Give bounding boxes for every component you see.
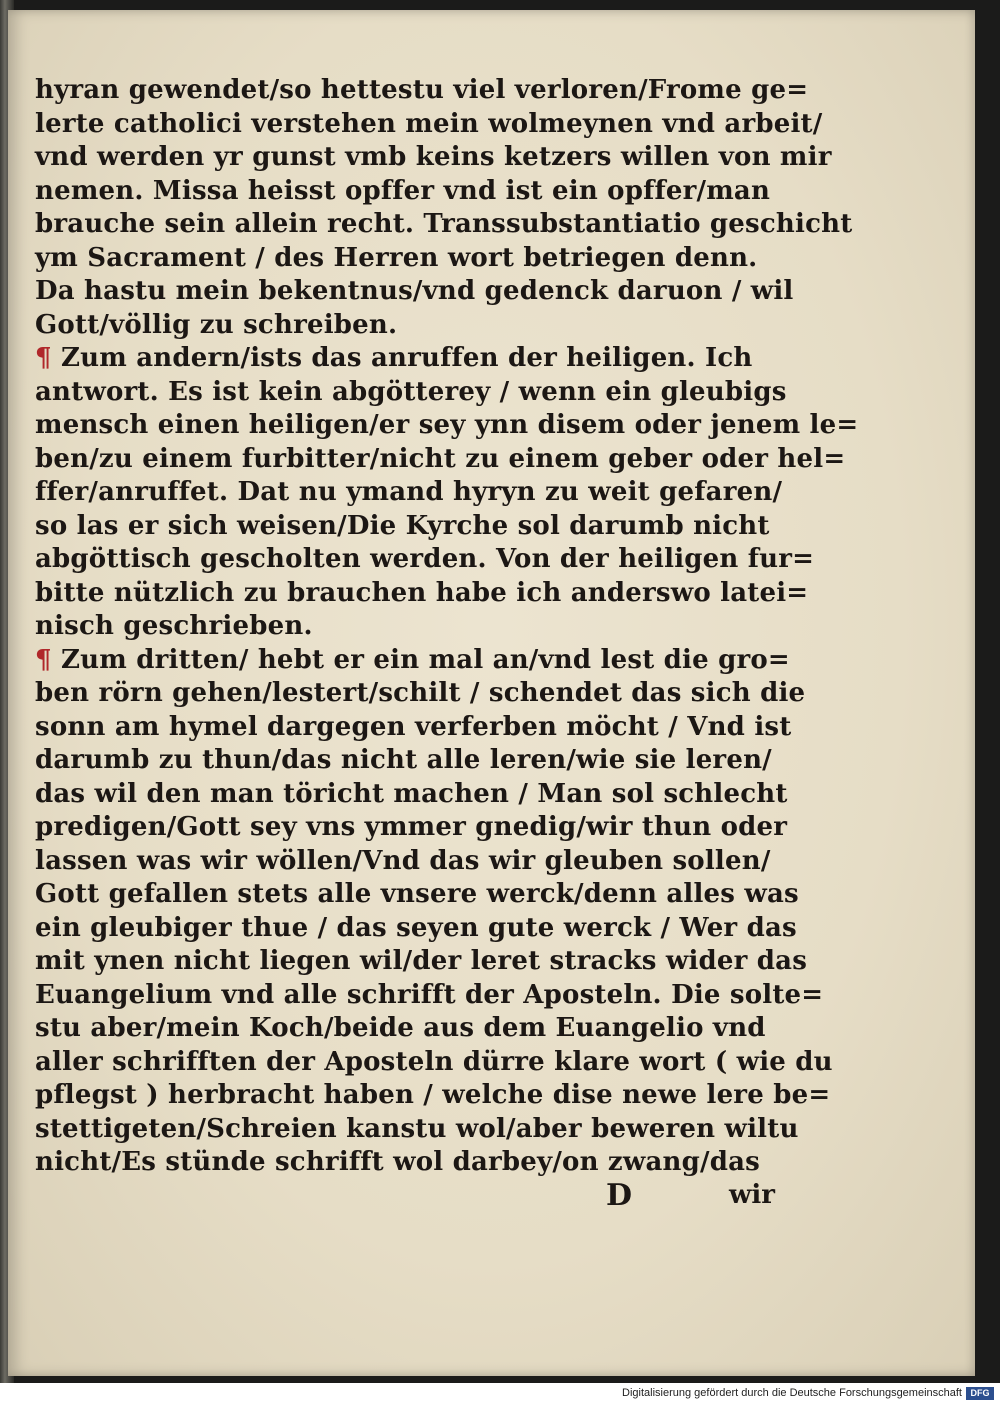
signature-mark: D [606, 1178, 633, 1213]
line-text: Gott gefallen stets alle vnsere werck/denn alles was [35, 879, 799, 909]
line-text: Euangelium vnd alle schrifft der Aposteln. Die solte= [35, 979, 824, 1010]
text-line [35, 1146, 795, 1180]
text-line [35, 409, 859, 443]
text-line [35, 141, 832, 175]
line-text: Gott/völlig zu schreiben. [35, 309, 398, 340]
line-text: Da hastu mein bekentnus/vnd gedenck daruon / wil [35, 276, 794, 306]
text-line [35, 309, 795, 343]
text-line [35, 443, 846, 477]
text-line [35, 1012, 795, 1046]
line-text: bitte nützlich zu brauchen habe ich anderswo latei= [35, 577, 809, 608]
line-text: ben rörn gehen/lestert/schilt / schendet das sich die [35, 678, 806, 708]
text-line [35, 1079, 831, 1113]
line-text: Zum dritten/ hebt er ein mal an/vnd lest die gro= [61, 644, 790, 675]
text-line [35, 811, 795, 845]
text-line [35, 878, 799, 912]
text-line [35, 744, 795, 778]
text-line [35, 208, 853, 242]
text-line [35, 979, 824, 1013]
text-line [35, 74, 809, 108]
text-line [35, 711, 795, 745]
line-text: pflegst ) herbracht haben / welche dise newe lere be= [35, 1080, 831, 1110]
line-text: mit ynen nicht liegen wil/der leret stracks wider das [35, 946, 808, 976]
text-line [35, 610, 795, 644]
line-text: ym Sacrament / des Herren wort betriegen denn. [35, 242, 758, 273]
line-text: ben/zu einem furbitter/nicht zu einem geber oder hel= [35, 443, 846, 474]
text-line [35, 677, 806, 711]
line-text: nisch geschrieben. [35, 611, 313, 641]
footer-bar [0, 1383, 1000, 1405]
line-text: nicht/Es stünde schrifft wol darbey/on zwang/das [35, 1147, 760, 1177]
line-text: abgöttisch gescholten werden. Von der heiligen fur= [35, 544, 815, 574]
line-text: nemen. Missa heisst opffer vnd ist ein opffer/man [35, 175, 771, 206]
footer-credit: Digitalisierung gefördert durch die Deutsche Forschungsgemeinschaft [622, 1387, 962, 1399]
text-line [35, 376, 795, 410]
text-line [35, 510, 795, 544]
line-text: aller schrifften der Aposteln dürre klare wort ( wie du [35, 1046, 833, 1077]
text-line [35, 108, 823, 142]
paragraph-mark: ¶ [35, 343, 61, 373]
line-text: sonn am hymel dargegen verferben möcht / Vnd ist [35, 711, 792, 742]
text-line [35, 342, 795, 376]
text-line [35, 175, 795, 209]
line-text: predigen/Gott sey vns ymmer gnedig/wir thun oder [35, 812, 788, 842]
line-text: das wil den man töricht machen / Man sol schlecht [35, 778, 788, 809]
text-block [35, 74, 859, 1180]
dfg-logo: DFG [966, 1387, 994, 1400]
line-text: lassen was wir wöllen/Vnd das wir gleuben sollen/ [35, 845, 771, 876]
line-text: stu aber/mein Koch/beide aus dem Euangelio vnd [35, 1013, 766, 1043]
text-line [35, 476, 795, 510]
line-text: lerte catholici verstehen mein wolmeynen vnd arbeit/ [35, 108, 823, 139]
line-text: mensch einen heiligen/er sey ynn disem oder jenem le= [35, 410, 859, 440]
line-text: so las er sich weisen/Die Kyrche sol darumb nicht [35, 510, 770, 541]
line-text: stettigeten/Schreien kanstu wol/aber beweren wiltu [35, 1113, 799, 1144]
book-page [8, 10, 975, 1376]
text-line [35, 945, 808, 979]
catchword: wir [729, 1180, 775, 1210]
text-line [35, 1046, 833, 1080]
text-line [35, 242, 795, 276]
text-line [35, 1113, 799, 1147]
line-text: ein gleubiger thue / das seyen gute werck / Wer das [35, 912, 797, 943]
text-line [35, 275, 795, 309]
text-line [35, 577, 809, 611]
line-text: Zum andern/ists das anruffen der heiligen. Ich [61, 343, 753, 373]
text-line [35, 778, 795, 812]
text-line [35, 912, 795, 946]
line-text: vnd werden yr gunst vmb keins ketzers willen von mir [35, 142, 832, 172]
line-text: brauche sein allein recht. Transsubstantiatio geschicht [35, 209, 853, 239]
line-text: darumb zu thun/das nicht alle leren/wie sie leren/ [35, 745, 772, 775]
text-line [35, 543, 815, 577]
line-text: ffer/anruffet. Dat nu ymand hyryn zu weit gefaren/ [35, 477, 783, 507]
text-line [35, 845, 795, 879]
text-line [35, 644, 795, 678]
line-text: hyran gewendet/so hettestu viel verloren/Frome ge= [35, 75, 809, 105]
line-text: antwort. Es ist kein abgötterey / wenn ein gleubigs [35, 376, 787, 407]
paragraph-mark: ¶ [35, 644, 61, 675]
